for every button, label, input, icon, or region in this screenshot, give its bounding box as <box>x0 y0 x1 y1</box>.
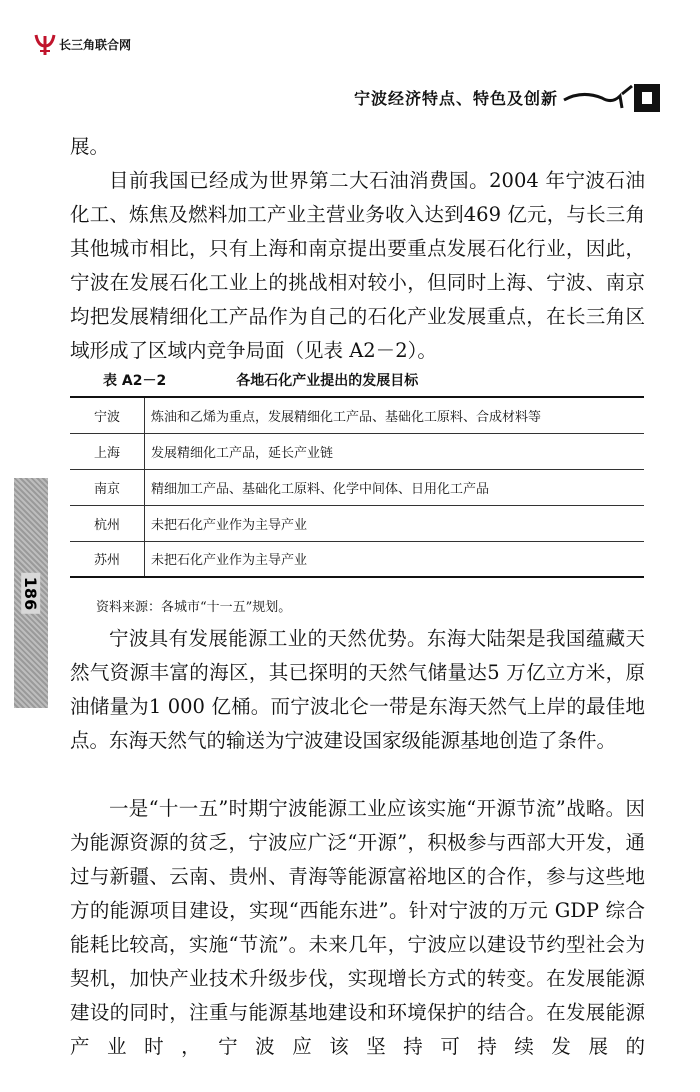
chapter-title: 宁波经济特点、特色及创新 <box>353 88 558 108</box>
city-cell: 杭州 <box>70 505 145 541</box>
goal-cell: 未把石化产业作为主导产业 <box>145 505 645 541</box>
paragraph-energy-advantage: 宁波具有发展能源工业的天然优势。东海大陆架是我国蕴藏天然气资源丰富的海区，其已探明的天然气储量达5 万亿立方米，原油储量为1 000 亿桶。而宁波北仑一带是东海天然气上岸的最佳地点。东海天然气的输送为宁波建设国家级能源基地创造了条件。 <box>70 627 645 752</box>
logo-icon <box>34 32 56 56</box>
side-page-tab <box>14 478 48 708</box>
table-row <box>70 469 644 505</box>
table-row <box>70 397 644 433</box>
logo-text: 长三角联合网 <box>59 37 132 52</box>
table-caption <box>103 370 418 390</box>
city-cell: 苏州 <box>70 541 145 577</box>
goals-table <box>70 396 644 578</box>
table-row <box>70 433 644 469</box>
header-ornament-icon <box>562 80 662 114</box>
site-logo <box>34 32 131 56</box>
city-cell: 宁波 <box>70 397 145 433</box>
goal-cell: 发展精细化工产品，延长产业链 <box>145 433 645 469</box>
goal-cell: 未把石化产业作为主导产业 <box>145 541 645 577</box>
goal-cell: 炼油和乙烯为重点，发展精细化工产品、基础化工原料、合成材料等 <box>145 397 645 433</box>
paragraph-energy-strategy: 一是“十一五”时期宁波能源工业应该实施“开源节流”战略。因为能源资源的贫乏，宁波应广泛“开源”，积极参与西部大开发，通过与新疆、云南、贵州、青海等能源富裕地区的合作，参与这些地方的能源项目建设，实现“西能东进”。针对宁波的万元 GDP 综合能耗比较高，实施“节流”。未来几年，宁波应以建设节约型社会为契机，加快产业技术升级步伐，实现增长方式的转变。在发展能源建设的同时，注重与能源基地建设和环境保护的结合。在发展能源产业时，宁波应该坚持可持续发展的 <box>70 797 645 1058</box>
paragraph-continuation: 展。 <box>70 135 110 158</box>
city-cell: 上海 <box>70 433 145 469</box>
table-row <box>70 541 644 577</box>
table-title: 各地石化产业提出的发展目标 <box>236 373 419 389</box>
city-cell: 南京 <box>70 469 145 505</box>
paragraph-petrochemical: 目前我国已经成为世界第二大石油消费国。2004 年宁波石油化工、炼焦及燃料加工产业主营业务收入达到469 亿元，与长三角其他城市相比，只有上海和南京提出要重点发展石化行业，因此，宁波在发展石化工业上的挑战相对较小，但同时上海、宁波、南京均把发展精细化工产品作为自己的石化产业发展重点，在长三角区域形成了区域内竞争局面（见表 A2－2）。 <box>70 169 645 362</box>
goal-cell: 精细加工产品、基础化工原料、化学中间体、日用化工产品 <box>145 469 645 505</box>
table-row <box>70 505 644 541</box>
table-source: 资料来源：各城市“十一五”规划。 <box>96 600 292 615</box>
page-number: 186 <box>22 572 41 613</box>
running-header <box>354 80 662 114</box>
table-label: 表 A2－2 <box>103 373 167 389</box>
